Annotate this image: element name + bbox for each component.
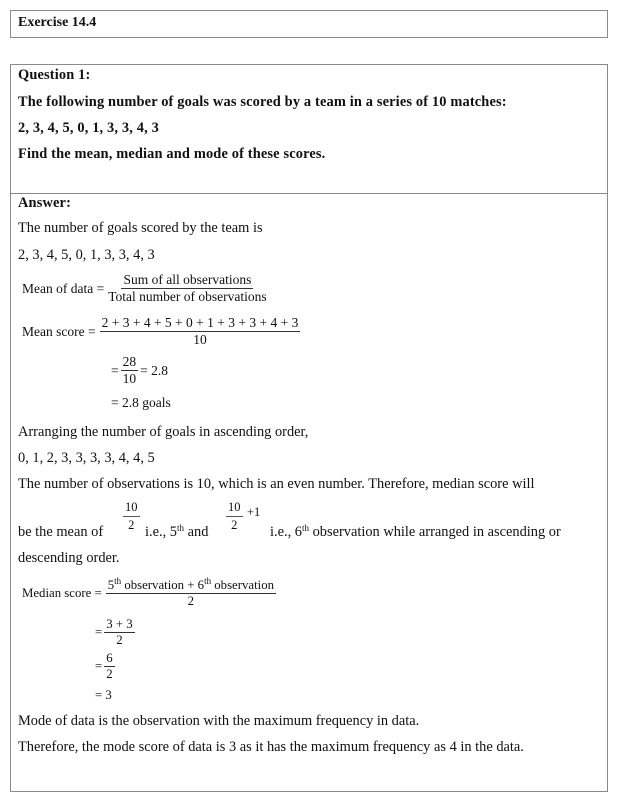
- sorted-data: 0, 1, 2, 3, 3, 3, 3, 4, 4, 5: [18, 450, 155, 466]
- mean-score-formula: Mean score = $\frac{2 + 3 + 4 + 5 + 0 + 1 + 3 + 3 + 4 + 3}{10}$: [22, 315, 299, 348]
- mode-line2: Therefore, the mode score of data is 3 as it has the maximum frequency as 4 in the data.: [18, 739, 524, 755]
- mean-formula: Mean of data = $\frac{\text{Sum of all observations}}{\text{Total number of observations}}$: [22, 272, 267, 305]
- mean-step3: = 2.8 goals: [111, 395, 171, 410]
- median-step3: = $\frac{6}{2}$: [95, 651, 113, 682]
- median-formula: Median score = $\frac{5^{th} observation + 6^{th} observation}{2}$: [22, 576, 274, 609]
- exercise-title: Exercise 14.4: [18, 15, 97, 30]
- question-answer-divider: [11, 193, 607, 194]
- median-step4: = 3: [95, 688, 112, 702]
- fraction-n-over-2-plus-1: $\frac{10}{2}$: [228, 500, 241, 532]
- mean-step2: = $\frac{28}{10}$ = 2.8: [111, 354, 168, 387]
- mean-score-fraction: $\frac{2 + 3 + 4 + 5 + 0 + 1 + 3 + 3 + 4 + 3}{10}$: [101, 315, 299, 348]
- median-explanation-line2: be the mean of: [18, 524, 104, 540]
- mean-formula-fraction: $\frac{\text{Sum of all observations}}{\text{Total number of observations}}$: [108, 272, 267, 305]
- median-explanation-line3: descending order.: [18, 550, 120, 566]
- median-step2-fraction: $\frac{3 + 3}{2}$: [106, 617, 133, 648]
- answer-data: 2, 3, 4, 5, 0, 1, 3, 3, 4, 3: [18, 247, 155, 263]
- median-explanation-line1: The number of observations is 10, which is an even number. Therefore, median score will: [18, 476, 535, 492]
- question-text: The following number of goals was scored by a team in a series of 10 matches:: [18, 94, 507, 110]
- median-step2: = $\frac{3 + 3}{2}$: [95, 617, 133, 648]
- fraction-n-over-2: $\frac{10}{2}$: [125, 500, 138, 532]
- arranging-text: Arranging the number of goals in ascending order,: [18, 424, 309, 440]
- question-heading: Question 1:: [18, 67, 91, 83]
- median-explanation-6th: i.e., 6th observation while arranged in ascending or: [270, 523, 561, 540]
- answer-intro: The number of goals scored by the team is: [18, 220, 263, 236]
- median-step3-fraction: $\frac{6}{2}$: [106, 651, 113, 682]
- mode-line1: Mode of data is the observation with the maximum frequency in data.: [18, 713, 420, 729]
- median-formula-fraction: $\frac{5^{th} observation + 6^{th} observation}{2}$: [107, 576, 274, 609]
- exercise-title-box: [10, 10, 608, 38]
- question-task: Find the mean, median and mode of these scores.: [18, 146, 326, 162]
- question-answer-box: [10, 64, 608, 792]
- median-explanation-5th: i.e., 5th and: [145, 523, 209, 540]
- mean-step2-fraction: $\frac{28}{10}$: [122, 354, 137, 387]
- plus-one: +1: [247, 505, 261, 519]
- question-data: 2, 3, 4, 5, 0, 1, 3, 3, 4, 3: [18, 120, 159, 136]
- answer-heading: Answer:: [18, 195, 72, 211]
